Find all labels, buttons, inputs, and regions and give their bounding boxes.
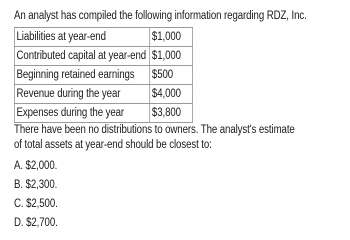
question-text: There have been no distributions to owners. The analyst's estimate of total assets at year-end should be closest to:	[14, 124, 295, 151]
table-row	[14, 28, 192, 47]
intro-text: An analyst has compiled the following information regarding RDZ, Inc.	[14, 10, 307, 22]
row-value: $500	[150, 66, 193, 85]
answer-option-b: B. $2,300.	[14, 179, 58, 191]
answer-option-c: C. $2,500.	[14, 198, 58, 210]
table-row	[14, 85, 192, 104]
row-value: $1,000	[150, 47, 193, 66]
row-value: $3,800	[150, 104, 193, 123]
answer-option-a: A. $2,000.	[14, 160, 58, 172]
table-row	[14, 47, 192, 66]
question-document	[14, 9, 307, 235]
answer-option-d: D. $2,700.	[14, 217, 58, 229]
financial-data-table	[14, 27, 193, 123]
table-row	[14, 104, 192, 123]
row-value: $4,000	[150, 85, 193, 104]
answer-options	[14, 159, 291, 235]
table-row	[14, 66, 192, 85]
row-label: Contributed capital at year-end	[14, 47, 149, 66]
row-label: Expenses during the year	[14, 104, 149, 123]
row-label: Revenue during the year	[14, 85, 149, 104]
row-value: $1,000	[150, 28, 193, 47]
row-label: Liabilities at year-end	[14, 28, 149, 47]
row-label: Beginning retained earnings	[14, 66, 149, 85]
